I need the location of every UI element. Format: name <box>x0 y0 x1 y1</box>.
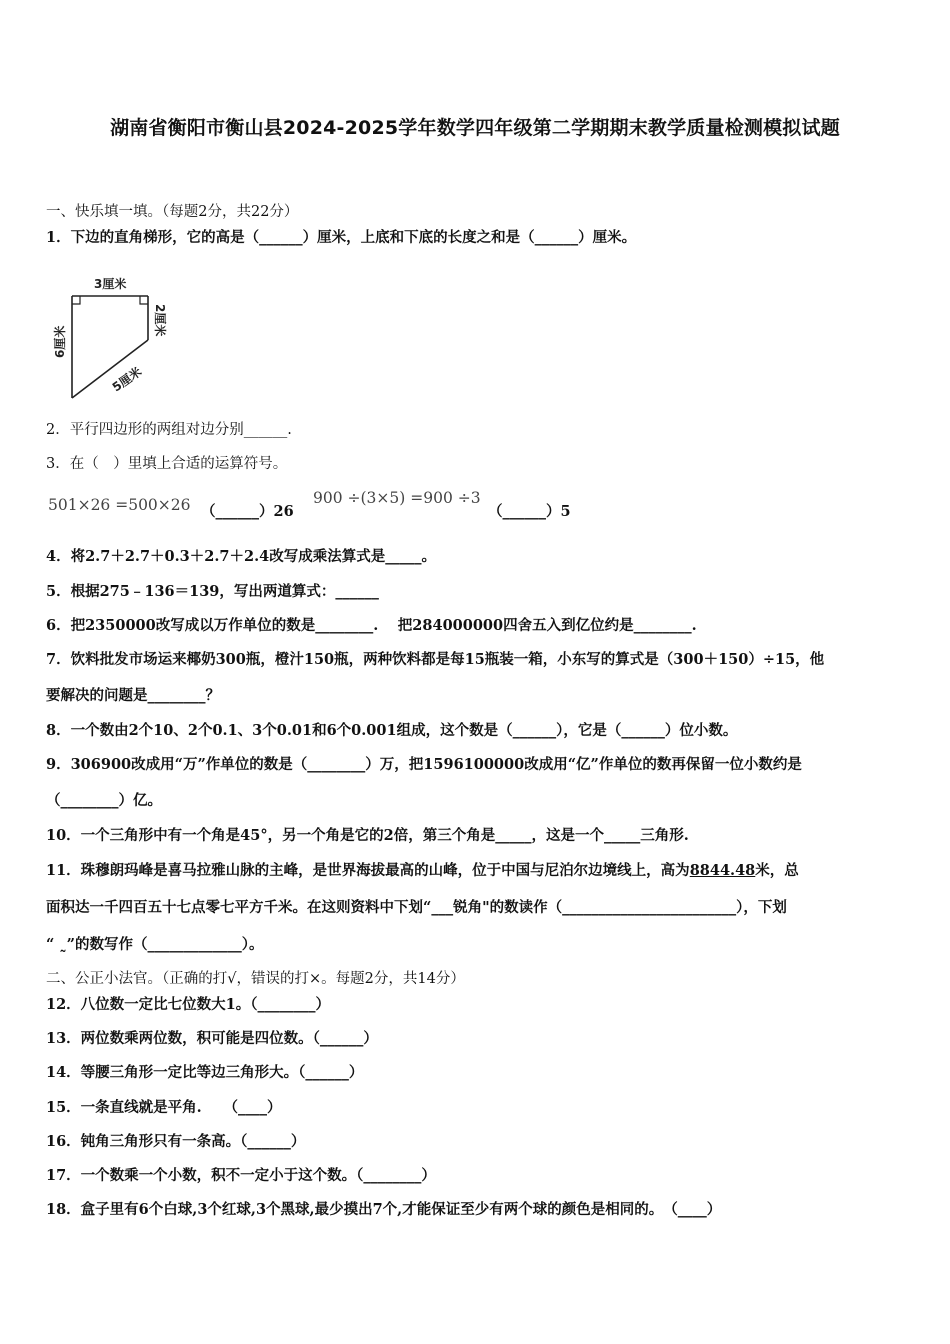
question-16: 16．钝角三角形只有一条高。（______） <box>46 1133 306 1150</box>
trapezoid-figure <box>46 268 186 404</box>
question-10: 10．一个三角形中有一个角是45°，另一个角是它的2倍，第三个角是_____，这是一个_____三角形. <box>46 827 689 844</box>
page-title: 湖南省衡阳市衡山县2024-2025学年数学四年级第二学期期末教学质量检测模拟试题 <box>110 117 840 139</box>
question-9-line-1: 9．306900改成用“万”作单位的数是（________）万，把1596100000改成用“亿”作单位的数再保留一位小数约是 <box>46 756 802 773</box>
question-14: 14．等腰三角形一定比等边三角形大。（______） <box>46 1064 364 1081</box>
question-7-line-1: 7．饮料批发市场运来椰奶300瓶，橙汁150瓶，两种饮料都是每15瓶装一箱，小东写的算式是（300＋150）÷15，他 <box>46 651 825 668</box>
question-9-line-2: （________）亿。 <box>46 792 162 809</box>
slant-side-label: 5厘米 <box>109 364 145 395</box>
section-heading-1: 一、快乐填一填。（每题2分，共22分） <box>46 204 299 220</box>
question-11-text-a: 11．珠穆朗玛峰是喜马拉雅山脉的主峰，是世界海拔最高的山峰，位于中国与尼泊尔边境线上，高为 <box>46 862 690 879</box>
question-3-blank-b: （______）5 <box>488 503 571 520</box>
right-side-label: 2厘米 <box>153 304 167 337</box>
question-3: 3．在（ ）里填上合适的运算符号。 <box>46 456 288 472</box>
question-11-line-1 <box>46 861 799 881</box>
question-3-expression-b: 900 ÷(3×5) =900 ÷3 <box>313 489 481 507</box>
question-12: 12．八位数一定比七位数大1。（________） <box>46 996 331 1013</box>
question-11-line-3: “ ˷”的数写作（_____________）。 <box>46 936 264 953</box>
question-11-text-b: 米，总 <box>755 862 799 879</box>
question-3-blank-a: （______）26 <box>201 503 294 520</box>
question-11-line-2: 面积达一千四百五十七点零七平方千米。在这则资料中下划“___锐角"的数读作（________________________），下划 <box>46 899 787 916</box>
section-heading-2: 二、公正小法官。（正确的打√，错误的打×。每题2分，共14分） <box>46 971 465 987</box>
left-side-label: 6厘米 <box>53 325 67 358</box>
question-18: 18．盒子里有6个白球,3个红球,3个黑球,最少摸出7个,才能保证至少有两个球的颜色是相同的。 （____） <box>46 1201 722 1218</box>
question-4: 4．将2.7＋2.7＋0.3＋2.7＋2.4改写成乘法算式是_____。 <box>46 548 436 565</box>
top-side-label: 3厘米 <box>94 277 127 291</box>
question-3-expression-a: 501×26 =500×26 <box>48 496 191 514</box>
question-15: 15．一条直线就是平角. （____） <box>46 1099 282 1116</box>
question-5: 5．根据275﹣136＝139，写出两道算式：______ <box>46 583 379 600</box>
question-17: 17．一个数乘一个小数，积不一定小于这个数。（________） <box>46 1167 436 1184</box>
question-11-underlined-number: 8844.48 <box>689 862 756 879</box>
question-6: 6．把2350000改写成以万作单位的数是________. 把284000000四舍五入到亿位约是________. <box>46 617 697 634</box>
question-1: 1．下边的直角梯形，它的高是（______）厘米，上底和下底的长度之和是（______）厘米。 <box>46 229 637 246</box>
question-8: 8．一个数由2个10、2个0.1、3个0.01和6个0.001组成，这个数是（______），它是（______）位小数。 <box>46 722 738 739</box>
question-7-line-2: 要解决的问题是________？ <box>46 687 220 704</box>
question-2: 2．平行四边形的两组对边分别______. <box>46 422 292 438</box>
question-13: 13．两位数乘两位数，积可能是四位数。（______） <box>46 1030 378 1047</box>
